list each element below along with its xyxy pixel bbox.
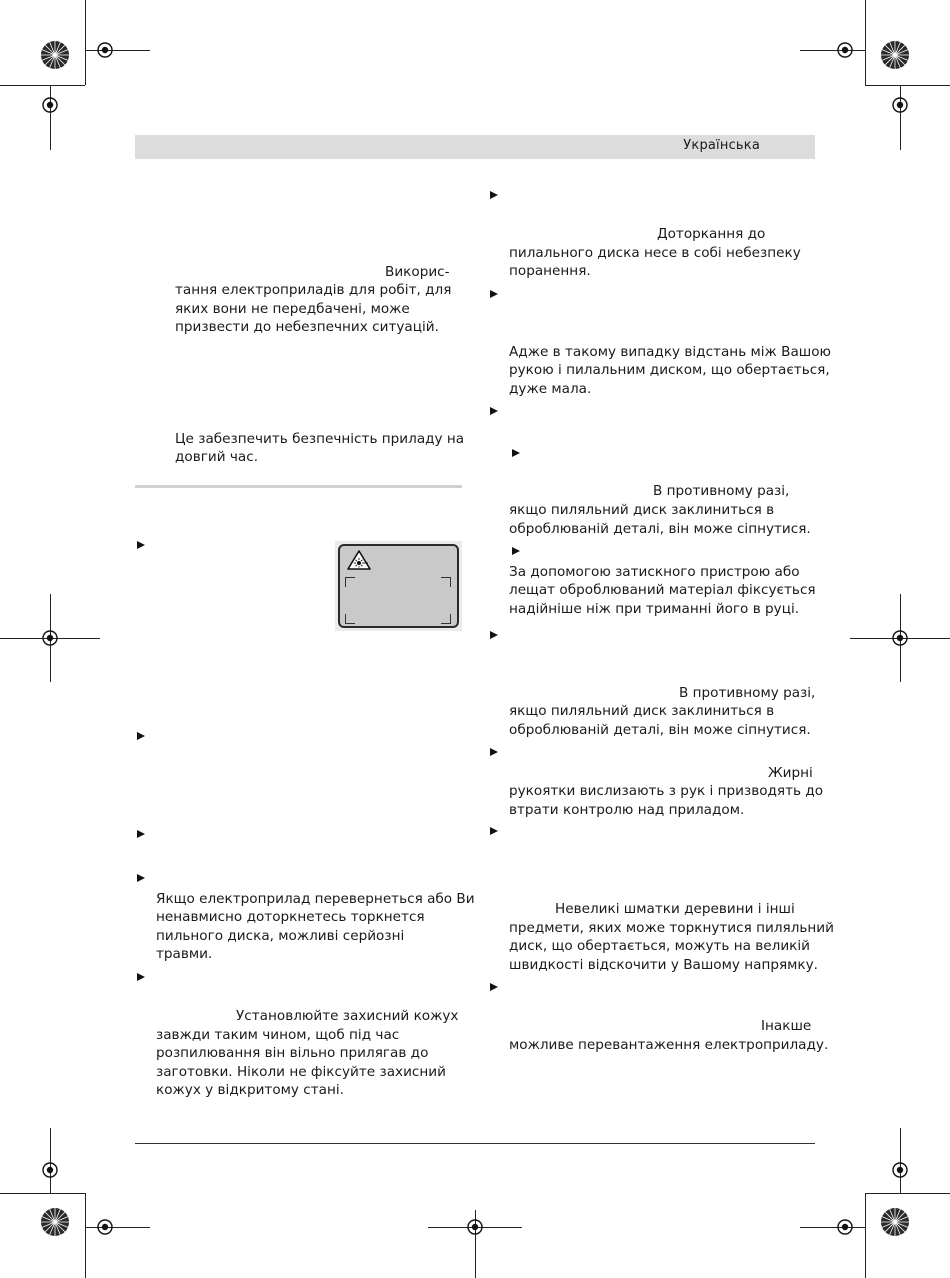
- text-line: яких вони не передбачені, може: [175, 301, 410, 317]
- text-line: оброблюваній деталі, він може сіпнутися.: [509, 521, 811, 537]
- frame-corner: [345, 577, 355, 587]
- text-line: травми.: [156, 946, 213, 962]
- bullet-arrow-icon: [512, 547, 520, 555]
- text-line: За допомогою затискного пристрою або: [509, 564, 800, 580]
- bullet-arrow-icon: [490, 827, 498, 835]
- text-line: оброблюваній деталі, він може сіпнутися.: [509, 722, 811, 738]
- bullet-arrow-icon: [490, 407, 498, 415]
- bullet-arrow-icon: [137, 973, 145, 981]
- registration-cross-icon: [890, 1160, 910, 1180]
- text-line: завжди таким чином, щоб під час: [156, 1027, 400, 1043]
- bullet-arrow-icon: [490, 631, 498, 639]
- section-divider: [135, 485, 462, 488]
- text-line: рукою і пилальним диском, що обертається,: [509, 362, 830, 378]
- registration-cross-icon: [465, 1217, 485, 1237]
- bullet-arrow-icon: [137, 830, 145, 838]
- registration-cross-icon: [835, 1217, 855, 1237]
- star-target-icon: [40, 1207, 70, 1237]
- text-line: якщо пиляльний диск заклиниться в: [509, 502, 775, 518]
- footer-rule: [135, 1143, 815, 1144]
- text-line: дуже мала.: [509, 381, 592, 397]
- registration-cross-icon: [890, 95, 910, 115]
- text-line: швидкості відскочити у Вашому напрямку.: [509, 957, 818, 973]
- text-line: надійніше ніж при триманні його в руці.: [509, 601, 800, 617]
- text-line: втрати контролю над приладом.: [509, 802, 745, 818]
- registration-cross-icon: [40, 1160, 60, 1180]
- text-line: Адже в такому випадку відстань між Вашою: [509, 344, 831, 360]
- text-line: Невеликі шматки деревини і інші: [555, 901, 795, 917]
- star-target-icon: [880, 1207, 910, 1237]
- frame-corner: [441, 614, 451, 624]
- star-target-icon: [40, 40, 70, 70]
- text-line: Це забезпечить безпечність приладу на: [175, 431, 465, 447]
- bullet-arrow-icon: [137, 874, 145, 882]
- text-line: Інакше: [761, 1018, 812, 1034]
- registration-cross-icon: [890, 628, 910, 648]
- text-line: тання електроприладів для робіт, для: [175, 282, 452, 298]
- bullet-arrow-icon: [137, 732, 145, 740]
- header-language: Українська: [683, 138, 760, 153]
- text-line: Установлюйте захисний кожух: [236, 1008, 459, 1024]
- text-line: пильного диска, можливі серйозні: [156, 928, 405, 944]
- text-line: предмети, яких може торкнутися пиляльний: [509, 920, 834, 936]
- text-line: диск, що обертається, можуть на великій: [509, 938, 811, 954]
- bullet-arrow-icon: [490, 290, 498, 298]
- text-line: лещат оброблюваний матеріал фіксується: [509, 582, 816, 598]
- text-line: Якщо електроприлад перевернеться або Ви: [156, 891, 475, 907]
- bullet-arrow-icon: [490, 748, 498, 756]
- text-line: розпилювання він вільно прилягав до: [156, 1045, 429, 1061]
- bullet-arrow-icon: [512, 449, 520, 457]
- text-line: кожух у відкритому стані.: [156, 1082, 344, 1098]
- registration-cross-icon: [835, 40, 855, 60]
- bullet-arrow-icon: [490, 983, 498, 991]
- text-line: поранення.: [509, 263, 591, 279]
- registration-cross-icon: [40, 628, 60, 648]
- text-line: призвести до небезпечних ситуацій.: [175, 319, 439, 335]
- laser-warning-icon: [347, 550, 371, 570]
- text-line: заготовки. Ніколи не фіксуйте захисний: [156, 1064, 446, 1080]
- text-line: довгий час.: [175, 449, 259, 465]
- star-target-icon: [880, 40, 910, 70]
- text-line: ненавмисно доторкнетесь торкнется: [156, 909, 425, 925]
- text-line: можливе перевантаження електроприладу.: [509, 1037, 829, 1053]
- text-line: Викорис-: [385, 264, 450, 280]
- registration-cross-icon: [95, 1217, 115, 1237]
- frame-corner: [441, 577, 451, 587]
- text-line: пилального диска несе в собі небезпеку: [509, 245, 801, 261]
- registration-cross-icon: [95, 40, 115, 60]
- text-line: Жирні: [768, 765, 813, 781]
- frame-corner: [345, 614, 355, 624]
- bullet-arrow-icon: [490, 191, 498, 199]
- registration-cross-icon: [40, 95, 60, 115]
- bullet-arrow-icon: [137, 541, 145, 549]
- text-line: В противному разі,: [653, 483, 790, 499]
- header-bar: [135, 135, 815, 159]
- text-line: рукоятки вислизають з рук і призводять до: [509, 783, 824, 799]
- text-line: якщо пиляльний диск заклиниться в: [509, 703, 775, 719]
- text-line: В противному разі,: [679, 685, 816, 701]
- warning-label: [335, 541, 462, 631]
- warning-label-frame: [338, 544, 459, 628]
- text-line: Доторкання до: [657, 226, 766, 242]
